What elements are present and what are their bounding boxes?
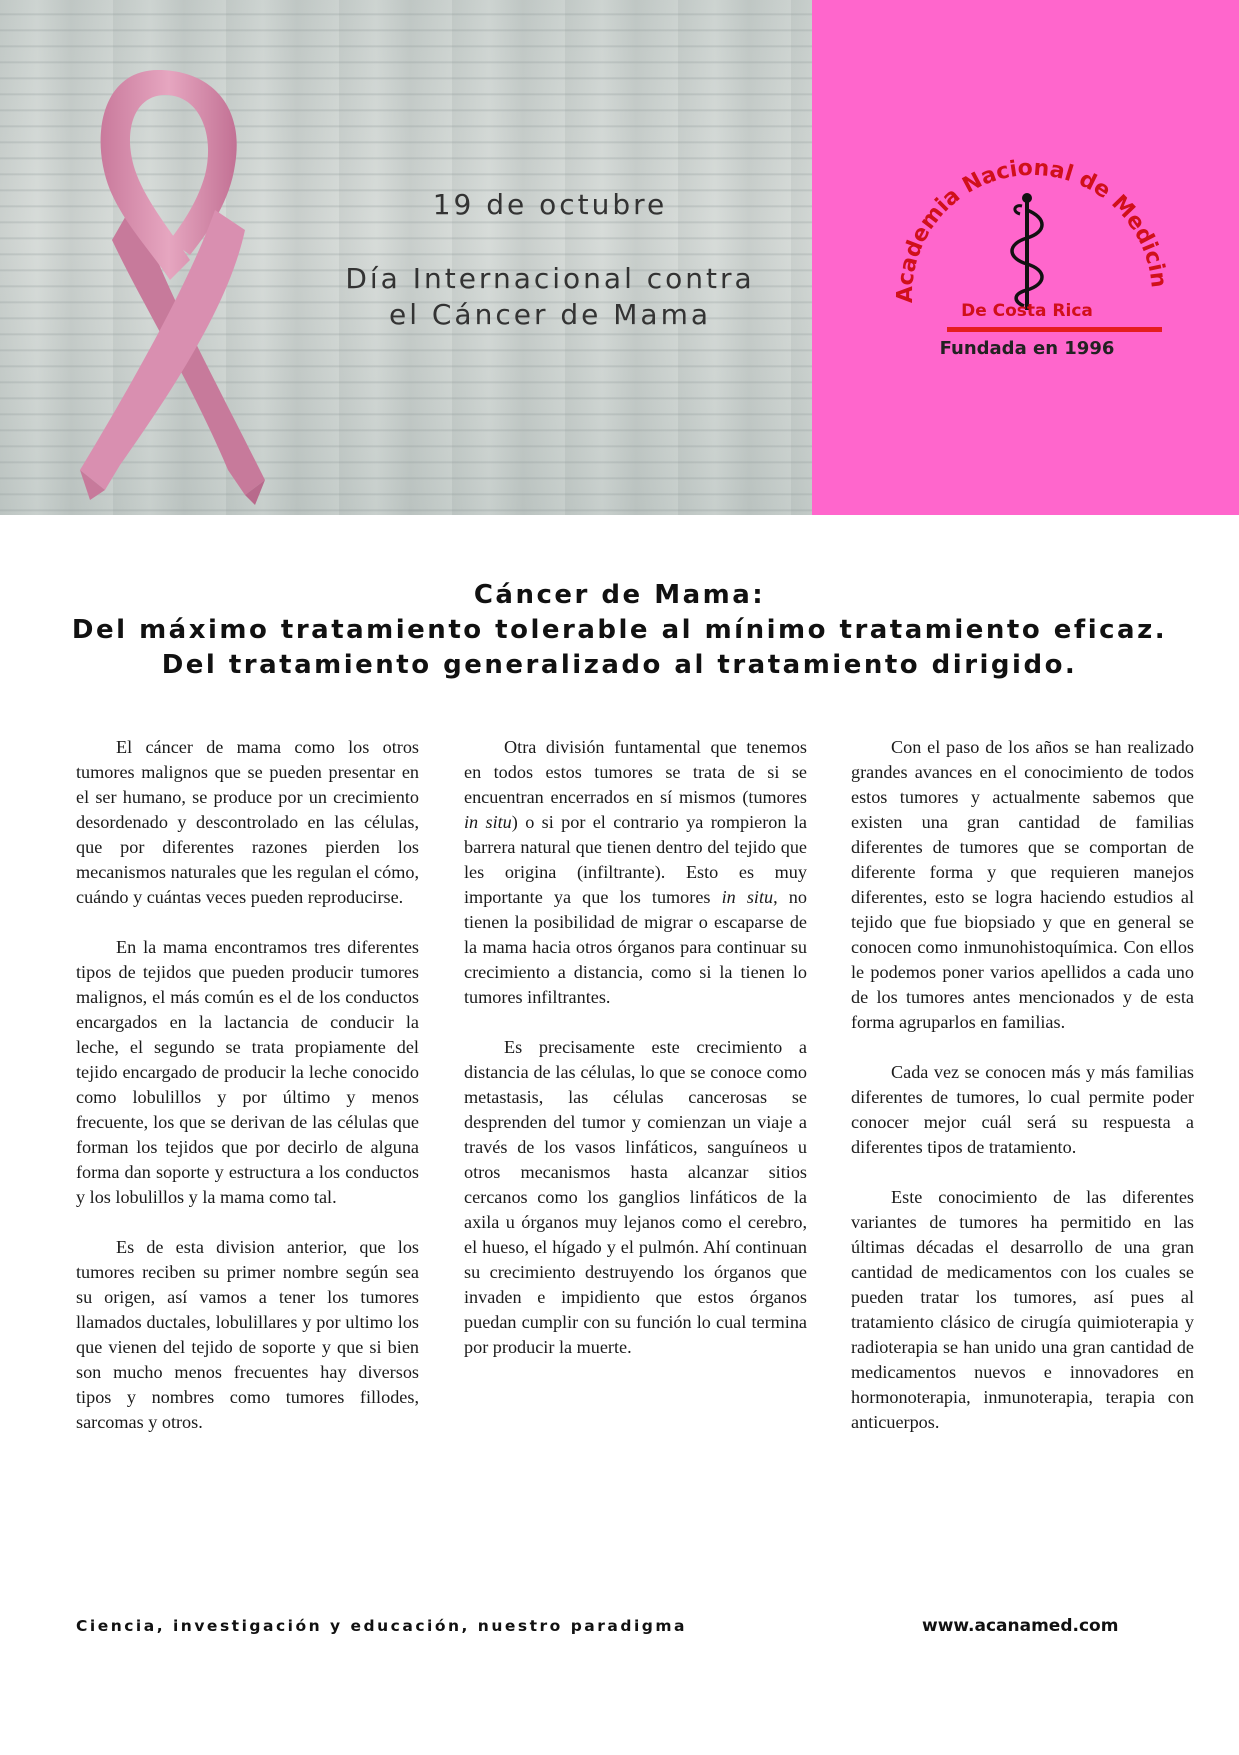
svg-text:Academia Nacional de Medicina: Academia Nacional de Medicin <box>892 155 1171 304</box>
seal-divider <box>947 327 1162 332</box>
paragraph: Con el paso de los años se han realizado grandes avances en el conocimiento de todos estos tumores y actualmente sabemos que existen una gran cantidad de familias diferentes de tumores que se comportan de diferente forma y que requieren manejos diferentes, esto se logra haciendo estudios al tejido que fue biopsiado y que en general se conocen como inmunohistoquímica. Con ellos le podemos poner varios apellidos a cada uno de los tumores antes mencionados y de esta forma agruparlos en familias. <box>851 737 1194 1032</box>
footer-motto: Ciencia, investigación y educación, nuestro paradigma <box>76 1617 687 1635</box>
paragraph: Otra división funtamental que tenemos en todos estos tumores se trata de si se encuentran encerrados en sí mismos (tumores in situ) o si por el contrario ya rompieron la barrera natural que tienen dentro del tejido que les origina (infiltrante). Esto es muy importante ya que los tumores in situ, no tienen la posibilidad de migrar o escaparse de la mama hacia otros órganos para continuar su crecimiento a distancia, como si la tienen lo tumores infiltrantes. <box>464 737 807 1007</box>
banner-title-line2: el Cáncer de Mama <box>388 298 712 331</box>
heading-line-2: Del máximo tratamiento tolerable al mínimo tratamiento eficaz. <box>71 615 1168 645</box>
caduceus-icon <box>1002 190 1052 315</box>
wood-background <box>0 0 812 515</box>
header-banner <box>0 0 1239 515</box>
banner-title-line1: Día Internacional contra <box>345 262 755 295</box>
text-column-2 <box>464 735 807 1385</box>
academy-founded: Fundada en 1996 <box>939 338 1115 359</box>
paragraph: Este conocimiento de las diferentes variantes de tumores ha permitido en las últimas décadas el desarrollo de una gran cantidad de medicamentos con los cuales se pueden tratar los tumores, así pues al tratamiento clásico de cirugía quimioterapia y radioterapia se han unido una gran cantidad de medicamentos nuevos e innovadores en hormonoterapia, inmunoterapia, terapia con anticuerpos. <box>851 1187 1194 1432</box>
paragraph: Es precisamente este crecimiento a distancia de las células, lo que se conoce como metastasis, las células cancerosas se desprenden del tumor y comienzan un viaje a través de los vasos linfáticos, sanguíneos u otros mecanismos hasta alcanzar sitios cercanos como los ganglios linfáticos de la axila u órganos muy lejanos como el cerebro, el hueso, el hígado y el pulmón. Ahí continuan su crecimiento destruyendo los órganos que invaden e impidiento que estos órganos puedan cumplir con su función lo cual termina por producir la muerte. <box>464 1037 807 1357</box>
article-heading <box>60 578 1179 683</box>
heading-line-1: Cáncer de Mama: <box>473 580 766 610</box>
academy-seal <box>852 145 1202 375</box>
paragraph: En la mama encontramos tres diferentes tipos de tejidos que pueden producir tumores malignos, el más común es el de los conductos encargados en la lactancia de conducir la leche, el segundo se trata propiamente del tejido encargado de producir la leche conocido como lobulillos y por último y menos frecuente, los que se derivan de las células que forman los tejidos que por decirlo de alguna forma dan soporte y estructura a los conductos y los lobulillos y la mama como tal. <box>76 937 419 1207</box>
paragraph: El cáncer de mama como los otros tumores malignos que se pueden presentar en el ser humano, se produce por un crecimiento desordenado y descontrolado en las células, que por diferentes razones pierden los mecanismos naturales que les regulan el cómo, cuándo y cuántas veces pueden reproducirse. <box>76 737 419 907</box>
heading-line-3: Del tratamiento generalizado al tratamiento dirigido. <box>161 650 1078 680</box>
logo-panel <box>812 0 1239 515</box>
text-column-3 <box>851 735 1194 1460</box>
pink-ribbon-icon <box>40 50 280 510</box>
text-column-1 <box>76 735 419 1460</box>
paragraph: Cada vez se conocen más y más familias diferentes de tumores, lo cual permite poder conocer mejor cuál será su respuesta a diferentes tipos de tratamiento. <box>851 1062 1194 1157</box>
academy-country: De Costa Rica <box>961 301 1093 321</box>
banner-date: 19 de octubre <box>432 188 668 221</box>
footer-website-link[interactable]: www.acanamed.com <box>922 1616 1119 1636</box>
paragraph: Es de esta division anterior, que los tumores reciben su primer nombre según sea su origen, así vamos a tener los tumores llamados ductales, lobulillares y por ultimo los que vienen del tejido de soporte y que si bien son mucho menos frecuentes hay diversos tipos y nombres como tumores fillodes, sarcomas y otros. <box>76 1237 419 1432</box>
